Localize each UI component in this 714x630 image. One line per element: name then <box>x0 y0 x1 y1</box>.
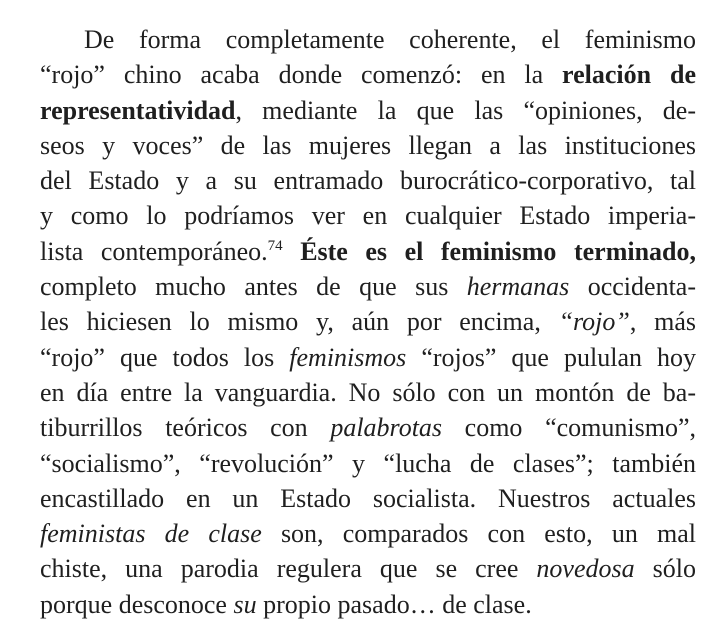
bold-text: relación de <box>562 60 696 90</box>
text-run: “rojo” chino acaba donde comenzó: en la <box>40 60 563 90</box>
text-line <box>40 551 696 586</box>
italic-text: su <box>233 589 257 619</box>
italic-text: feminismos <box>289 342 407 372</box>
text-line <box>40 587 696 622</box>
text-run: completo mucho antes de que sus <box>40 272 467 302</box>
text-run: “rojos” que pululan hoy <box>406 342 697 372</box>
italic-text: feministas de clase <box>40 519 262 549</box>
text-line <box>40 198 696 233</box>
text-line <box>40 340 696 375</box>
italic-text: novedosa <box>536 554 635 584</box>
text-line <box>40 22 696 57</box>
text-run: son, comparados con esto, un mal <box>261 519 696 549</box>
text-run: y como lo podríamos ver en cualquier Estado imperia- <box>40 201 696 231</box>
text-run: seos y voces” de las mujeres llegan a las instituciones <box>40 130 696 160</box>
italic-text: hermanas <box>466 272 570 302</box>
text-run: De forma completamente coherente, el feminismo <box>84 25 696 54</box>
bold-text: representatividad <box>40 95 236 125</box>
text-line <box>40 234 696 269</box>
text-run: en día entre la vanguardia. No sólo con un montón de ba- <box>40 377 696 407</box>
text-run <box>283 237 301 266</box>
text-run: porque desconoce <box>40 589 234 619</box>
text-run: sólo <box>634 554 696 584</box>
italic-text: palabrotas <box>330 413 443 443</box>
text-line <box>40 93 696 128</box>
text-run: , mediante la que las “opiniones, de- <box>235 95 696 125</box>
text-run: del Estado y a su entramado burocrático-corporativo, tal <box>40 166 696 196</box>
text-run: “rojo” que todos los <box>40 342 290 372</box>
text-line <box>40 163 696 198</box>
book-page <box>40 22 696 622</box>
text-run: propio pasado… de clase. <box>256 589 532 619</box>
footnote-marker: 74 <box>267 237 283 254</box>
text-run: tiburrillos teóricos con <box>40 413 331 443</box>
text-run: lista contemporáneo. <box>40 236 268 266</box>
text-run: como “comunismo”, <box>442 413 696 443</box>
text-line <box>40 375 696 410</box>
text-line <box>40 128 696 163</box>
italic-text: “rojo” <box>558 307 630 337</box>
text-line <box>40 410 696 445</box>
text-run: “socialismo”, “revolución” y “lucha de clases”; también <box>40 448 696 478</box>
text-run: chiste, una parodia regulera que se cree <box>40 554 537 584</box>
text-line <box>40 269 696 304</box>
text-line <box>40 516 696 551</box>
body-paragraph <box>40 22 696 622</box>
text-line <box>40 481 696 516</box>
text-line <box>40 304 696 339</box>
text-run: encastillado en un Estado socialista. Nuestros actuales <box>40 483 696 513</box>
text-run: , más <box>629 307 696 337</box>
text-run: les hiciesen lo mismo y, aún por encima, <box>40 307 559 337</box>
text-line <box>40 57 696 92</box>
text-run: occidenta- <box>569 272 696 302</box>
bold-text: Éste es el feminismo terminado, <box>300 236 696 266</box>
text-line <box>40 446 696 481</box>
